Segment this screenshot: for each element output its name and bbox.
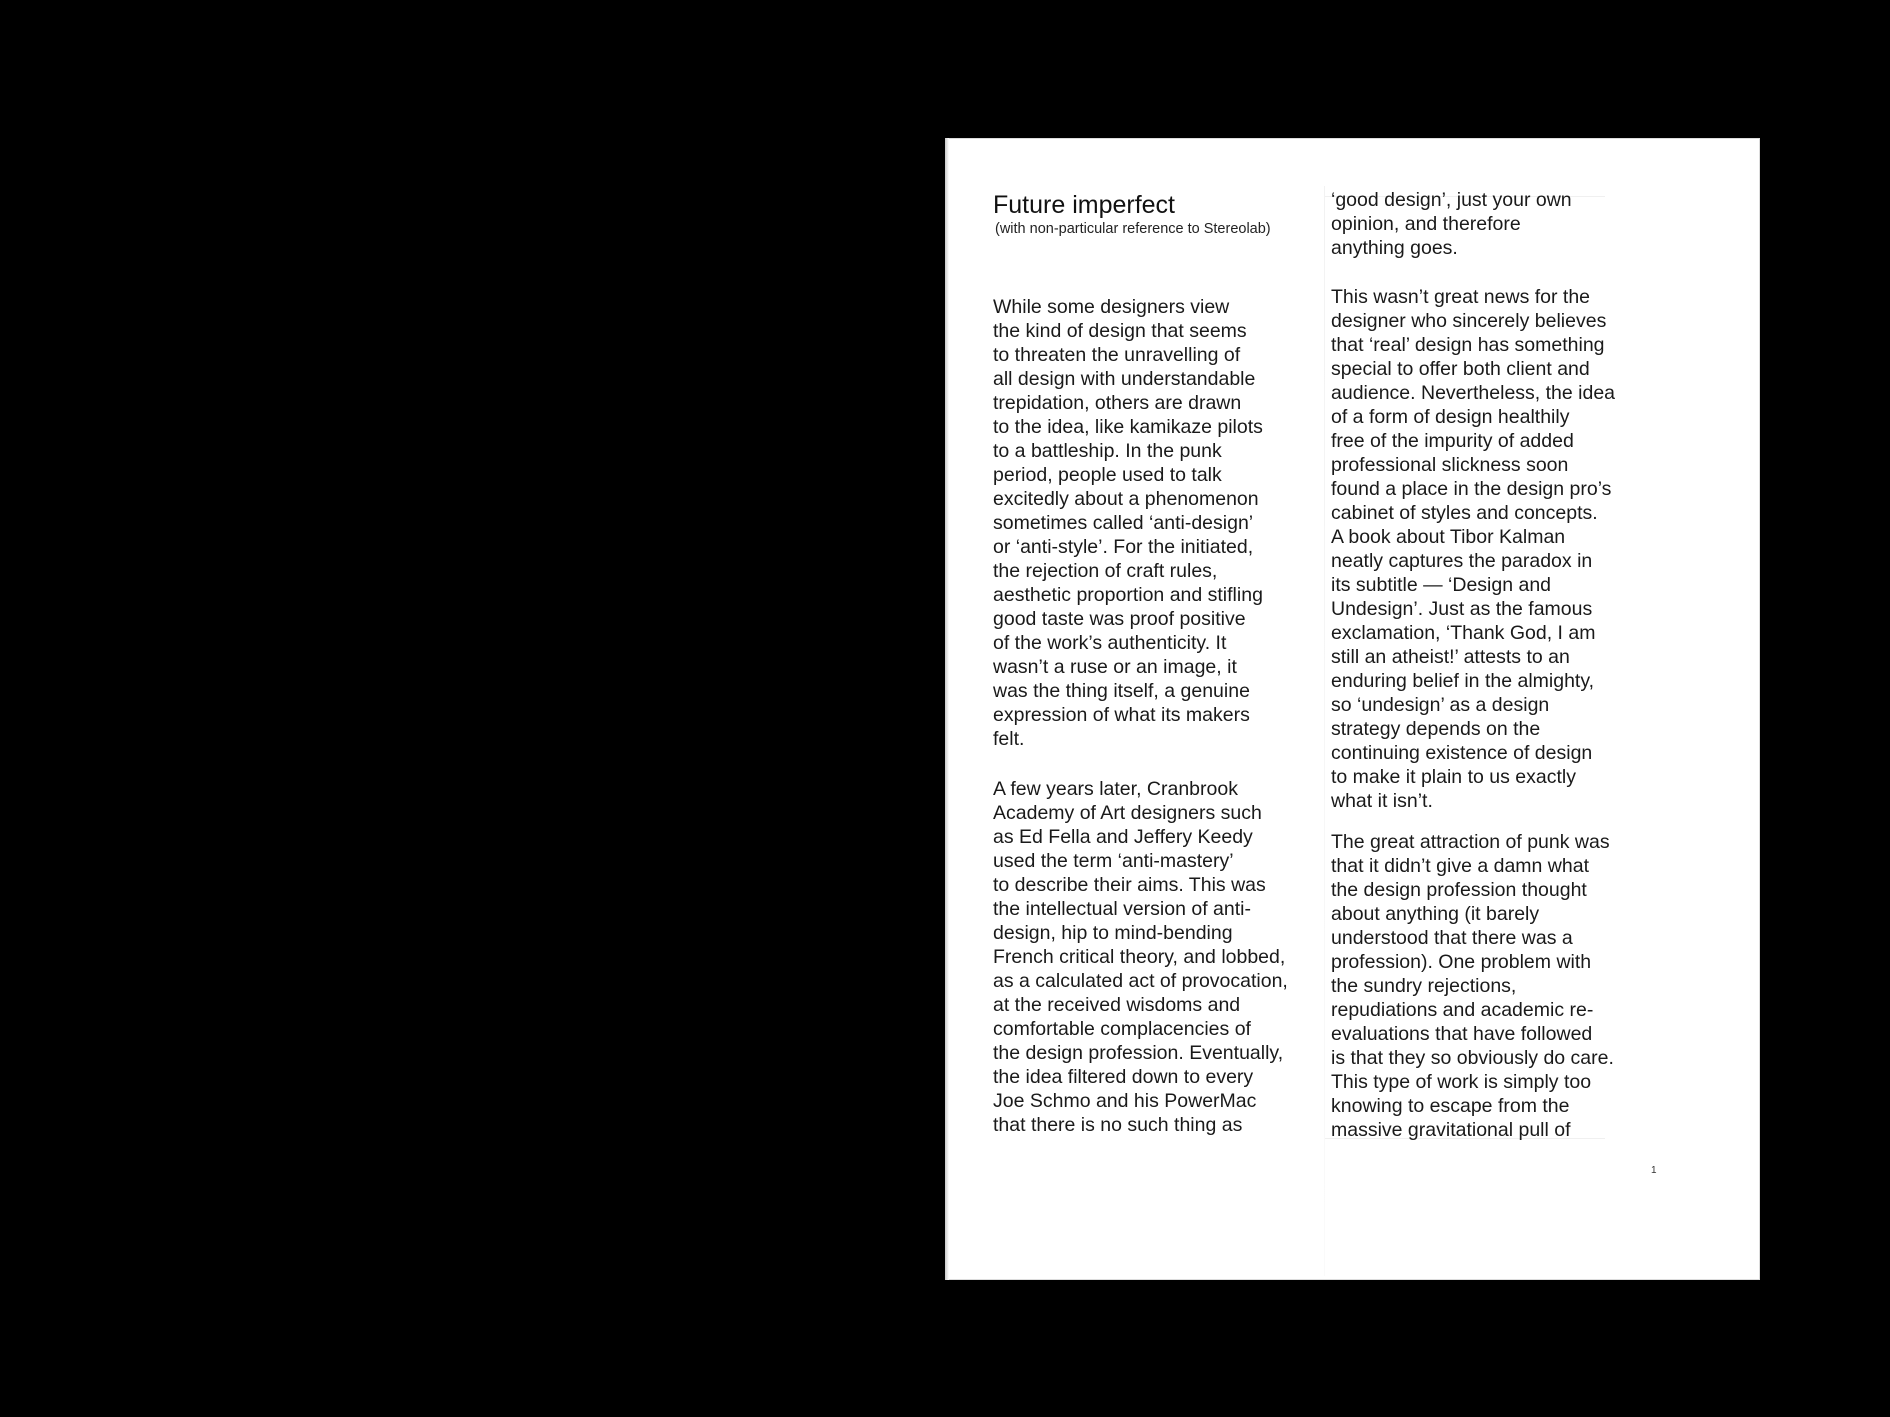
text-line: professional slickness soon — [1331, 454, 1569, 476]
text-line: to make it plain to us exactly — [1331, 766, 1576, 788]
right-paragraph-1 — [1331, 285, 1671, 813]
text-line: to the idea, like kamikaze pilots — [993, 416, 1263, 438]
text-line: its subtitle — ‘Design and — [1331, 574, 1552, 596]
text-line: anything goes. — [1331, 237, 1458, 259]
text-line: to describe their aims. This was — [993, 874, 1266, 896]
text-line: understood that there was a — [1331, 927, 1573, 949]
right-paragraph-2 — [1331, 830, 1671, 1142]
text-line: While some designers view — [993, 296, 1230, 318]
text-line: sometimes called ‘anti-design’ — [993, 512, 1254, 534]
text-line: the kind of design that seems — [993, 320, 1247, 342]
text-line: the design profession thought — [1331, 879, 1587, 901]
page-number: 1 — [1651, 1165, 1657, 1176]
text-line: to threaten the unravelling of — [993, 344, 1241, 366]
text-line: is that they so obviously do care. — [1331, 1047, 1614, 1069]
text-line: A few years later, Cranbrook — [993, 778, 1238, 800]
text-line: cabinet of styles and concepts. — [1331, 502, 1598, 524]
text-line: excitedly about a phenomenon — [993, 488, 1259, 510]
text-line: of a form of design healthily — [1331, 406, 1570, 428]
text-line: period, people used to talk — [993, 464, 1222, 486]
page-edge-shadow — [945, 138, 949, 1280]
text-line: at the received wisdoms and — [993, 994, 1241, 1016]
text-line: repudiations and academic re- — [1331, 999, 1594, 1021]
text-line: French critical theory, and lobbed, — [993, 946, 1286, 968]
text-line: knowing to escape from the — [1331, 1095, 1570, 1117]
text-line: good taste was proof positive — [993, 608, 1246, 630]
document-page — [945, 138, 1760, 1280]
text-line: all design with understandable — [993, 368, 1256, 390]
text-line: found a place in the design pro’s — [1331, 478, 1612, 500]
text-line: neatly captures the paradox in — [1331, 550, 1593, 572]
text-line: still an atheist!’ attests to an — [1331, 646, 1570, 668]
text-line: massive gravitational pull of — [1331, 1119, 1571, 1141]
text-line: Joe Schmo and his PowerMac — [993, 1090, 1257, 1112]
text-line: ‘good design’, just your own — [1331, 189, 1572, 211]
text-line: special to offer both client and — [1331, 358, 1590, 380]
text-line: was the thing itself, a genuine — [993, 680, 1250, 702]
left-paragraph-1 — [993, 295, 1333, 751]
article-subtitle: (with non-particular reference to Stereolab) — [995, 221, 1271, 237]
text-line: of the work’s authenticity. It — [993, 632, 1227, 654]
text-line: trepidation, others are drawn — [993, 392, 1242, 414]
text-line: or ‘anti-style’. For the initiated, — [993, 536, 1254, 558]
text-line: the sundry rejections, — [1331, 975, 1517, 997]
text-line: the rejection of craft rules, — [993, 560, 1218, 582]
article-title: Future imperfect — [993, 191, 1176, 219]
text-line: the idea filtered down to every — [993, 1066, 1254, 1088]
text-line: wasn’t a ruse or an image, it — [993, 656, 1237, 678]
text-line: what it isn’t. — [1331, 790, 1433, 812]
right-paragraph-continuation — [1331, 188, 1671, 260]
text-line: expression of what its makers — [993, 704, 1250, 726]
text-line: to a battleship. In the punk — [993, 440, 1222, 462]
text-line: designer who sincerely believes — [1331, 310, 1607, 332]
text-line: the intellectual version of anti- — [993, 898, 1251, 920]
text-line: free of the impurity of added — [1331, 430, 1574, 452]
text-line: The great attraction of punk was — [1331, 831, 1610, 853]
text-line: that there is no such thing as — [993, 1114, 1243, 1136]
left-paragraph-2 — [993, 777, 1333, 1137]
text-line: so ‘undesign’ as a design — [1331, 694, 1550, 716]
text-line: A book about Tibor Kalman — [1331, 526, 1566, 548]
text-line: This type of work is simply too — [1331, 1071, 1592, 1093]
text-line: Academy of Art designers such — [993, 802, 1262, 824]
text-line: opinion, and therefore — [1331, 213, 1521, 235]
text-line: as a calculated act of provocation, — [993, 970, 1288, 992]
text-line: exclamation, ‘Thank God, I am — [1331, 622, 1596, 644]
text-line: aesthetic proportion and stifling — [993, 584, 1263, 606]
text-line: design, hip to mind-bending — [993, 922, 1233, 944]
text-line: about anything (it barely — [1331, 903, 1540, 925]
text-line: that ‘real’ design has something — [1331, 334, 1605, 356]
text-line: continuing existence of design — [1331, 742, 1593, 764]
text-line: Undesign’. Just as the famous — [1331, 598, 1593, 620]
text-line: comfortable complacencies of — [993, 1018, 1251, 1040]
text-line: strategy depends on the — [1331, 718, 1541, 740]
text-line: audience. Nevertheless, the idea — [1331, 382, 1616, 404]
text-line: as Ed Fella and Jeffery Keedy — [993, 826, 1253, 848]
text-line: This wasn’t great news for the — [1331, 286, 1591, 308]
text-line: the design profession. Eventually, — [993, 1042, 1284, 1064]
text-line: felt. — [993, 728, 1025, 750]
text-line: evaluations that have followed — [1331, 1023, 1593, 1045]
text-line: profession). One problem with — [1331, 951, 1592, 973]
text-line: enduring belief in the almighty, — [1331, 670, 1595, 692]
text-line: that it didn’t give a damn what — [1331, 855, 1589, 877]
text-line: used the term ‘anti-mastery’ — [993, 850, 1234, 872]
